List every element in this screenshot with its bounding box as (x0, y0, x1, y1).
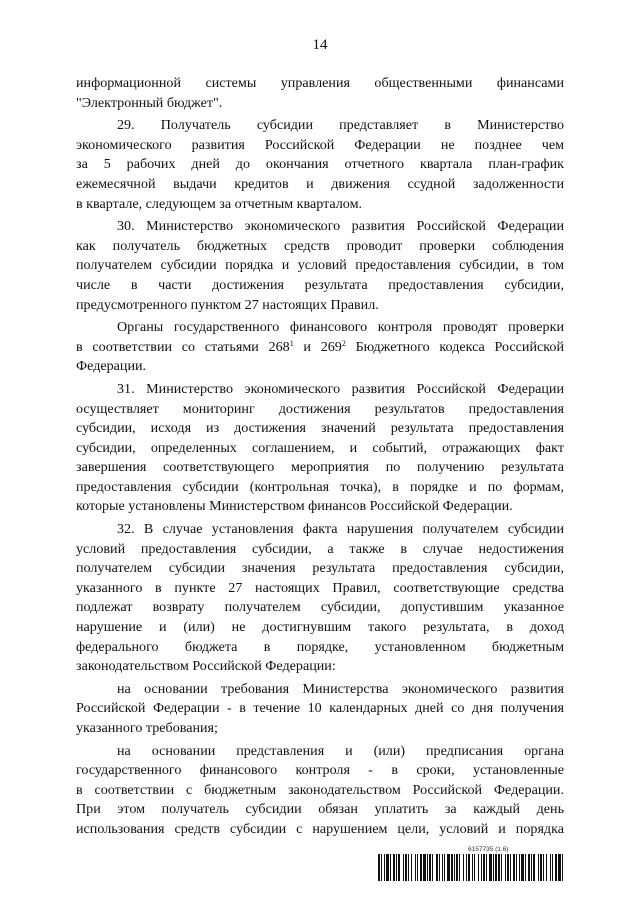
barcode-bar (558, 854, 561, 881)
text-line: субсидии, определенных соглашением, и событий, отражающих факт (76, 439, 564, 456)
text-line: осуществляет мониторинг достижения результатов предоставления (76, 400, 564, 417)
barcode-bar (444, 854, 445, 881)
barcode-bar (468, 854, 470, 881)
text-line: использования средств субсидии с нарушением цели, условий и порядка (76, 820, 564, 837)
barcode-bar (447, 854, 450, 881)
barcode-bar (451, 854, 453, 881)
barcode-bar (531, 854, 532, 881)
barcode-bar (396, 854, 397, 881)
text-line: 31. Министерство экономического развития Российской Федерации (117, 380, 564, 397)
text-line: Федерации. (76, 358, 147, 375)
text-line: получателем субсидии порядка и условий предоставления субсидии, в том (76, 257, 564, 274)
barcode-bar (386, 854, 389, 881)
barcode-bar (463, 854, 464, 881)
barcode-bar (489, 854, 492, 881)
text-line: завершения соответствующего мероприятия по получению результата (76, 459, 564, 476)
text-line: При этом получатель субсидии обязан уплатить за каждый день (76, 801, 564, 818)
barcode-bar (495, 854, 497, 881)
barcode-bar (505, 854, 506, 881)
barcode-bar (546, 854, 547, 881)
page-number: 14 (312, 37, 328, 53)
barcode-bar (390, 854, 391, 881)
barcode-bar (429, 854, 431, 881)
text-line: субсидии, исходя из достижения значений результата предоставления (76, 420, 564, 437)
barcode-bar (411, 854, 412, 881)
barcode-bar (513, 854, 515, 881)
text-line: подлежат возврату получателем субсидии, допустившим указанное (76, 599, 564, 616)
barcode-bar (533, 854, 535, 881)
barcode-bar (555, 854, 557, 881)
text-line: получателем субсидии значения результата предоставления субсидии, (76, 560, 564, 577)
text-line: нарушение и (или) не достигнувшим такого результата, в доход (76, 619, 564, 636)
text-line: в соответствии с бюджетным законодательством Российской Федерации. (76, 781, 564, 798)
text-line: за 5 рабочих дней до окончания отчетного квартала план-график (76, 156, 564, 173)
barcode-bar (543, 854, 544, 881)
paragraph-30 (76, 217, 564, 315)
text-line: которые установлены Министерством финансов Российской Федерации. (76, 498, 513, 515)
text-line: в квартале, следующем за отчетным кварталом. (76, 195, 363, 212)
barcode-bar (459, 854, 460, 881)
barcode-bar (498, 854, 500, 881)
barcode-bar (420, 854, 422, 881)
barcode-bar (454, 854, 455, 881)
barcode-bar (408, 854, 409, 881)
barcode-bar (552, 854, 553, 881)
text-line: экономического развития Российской Федерации не позднее чем (76, 136, 564, 153)
barcode-bar (403, 854, 404, 881)
text-line: государственного финансового контроля - в сроки, установленные (76, 762, 564, 779)
barcode-bar (528, 854, 530, 881)
text-line: информационной системы управления общественными финансами (76, 75, 564, 91)
paragraph-32-prescription (76, 742, 564, 840)
barcode-bar (550, 854, 551, 881)
text-line: Российской Федерации - в течение 10 календарных дней со дня получения (76, 700, 564, 717)
text-line: 30. Министерство экономического развития Российской Федерации (117, 218, 564, 235)
text-line: условий предоставления субсидии, а также в случае недостижения (76, 540, 564, 557)
barcode-bar (417, 854, 418, 881)
text-line: Органы государственного финансового контроля проводят проверки (117, 319, 564, 336)
barcode-bar (436, 854, 438, 881)
barcode-bar (442, 854, 443, 881)
barcode-bar (483, 854, 485, 881)
barcode-bar (432, 854, 433, 881)
barcode-bar (562, 854, 563, 881)
barcode-bar (405, 854, 407, 881)
document-code: 6157735 (1.6) (468, 846, 509, 853)
barcode-bar (381, 854, 382, 881)
barcode-bar (439, 854, 440, 881)
barcode-bar (516, 854, 517, 881)
barcode-bar (474, 854, 475, 881)
barcode-bar (378, 854, 380, 881)
barcode-bar (525, 854, 526, 881)
paragraph-continuation (76, 74, 564, 113)
text-line: 32. В случае установления факта нарушения получателем субсидии (117, 521, 564, 538)
article-superscript: 2 (341, 338, 346, 348)
text-line: числе в части достижения результата предоставления субсидии, (76, 276, 564, 293)
text-line: 29. Получатель субсидии представляет в Министерство (117, 117, 564, 134)
text-line: федерального бюджета в порядке, установленном бюджетным (76, 638, 564, 655)
barcode-bar (507, 854, 509, 881)
text-line: предусмотренного пунктом 27 настоящих Правил. (76, 296, 379, 313)
text-line: "Электронный бюджет". (76, 94, 223, 111)
barcode-bar (501, 854, 502, 881)
barcode-bar (384, 854, 385, 881)
text-line: указанного в пункте 27 настоящих Правил, соответствующие средства (76, 579, 564, 596)
document-body (76, 74, 564, 843)
barcode-bar (456, 854, 458, 881)
barcode-bar (472, 854, 473, 881)
paragraph-32-requirement (76, 680, 564, 739)
barcode-bar (398, 854, 400, 881)
text-line: указанного требования; (76, 720, 218, 736)
barcode-bar (540, 854, 542, 881)
barcode-bar (427, 854, 428, 881)
text-line: предоставления субсидии (контрольная точка), в порядке и по формам, (76, 478, 564, 495)
barcode-bar (486, 854, 487, 881)
text-line: на основании требования Министерства экономического развития (117, 680, 564, 697)
barcode-bar (466, 854, 467, 881)
barcode-bar (519, 854, 520, 881)
barcode-image (378, 854, 564, 881)
barcode-bar (415, 854, 416, 881)
barcode-bar (481, 854, 482, 881)
paragraph-32 (76, 520, 564, 677)
article-superscript: 1 (289, 338, 294, 348)
text-line: как получатель бюджетных средств проводит проверки соблюдения (76, 237, 564, 254)
barcode-bar (510, 854, 511, 881)
text-line: ежемесячной выдачи кредитов и движения ссудной задолженности (76, 175, 564, 192)
barcode-bar (521, 854, 524, 881)
barcode-bar (393, 854, 395, 881)
text-line-with-articles: в соответствии со статьями $268^1$ и $269^2$ Бюджетного кодекса Российской (76, 338, 564, 355)
paragraph-29 (76, 116, 564, 214)
barcode-bar (493, 854, 494, 881)
text-line: на основании представления и (или) предписания органа (117, 742, 564, 759)
paragraph-31 (76, 380, 564, 517)
barcode-bar (423, 854, 426, 881)
barcode-bar (538, 854, 539, 881)
text-line: законодательством Российской Федерации: (76, 658, 336, 675)
barcode-bar (478, 854, 479, 881)
paragraph-30-control (76, 318, 564, 377)
